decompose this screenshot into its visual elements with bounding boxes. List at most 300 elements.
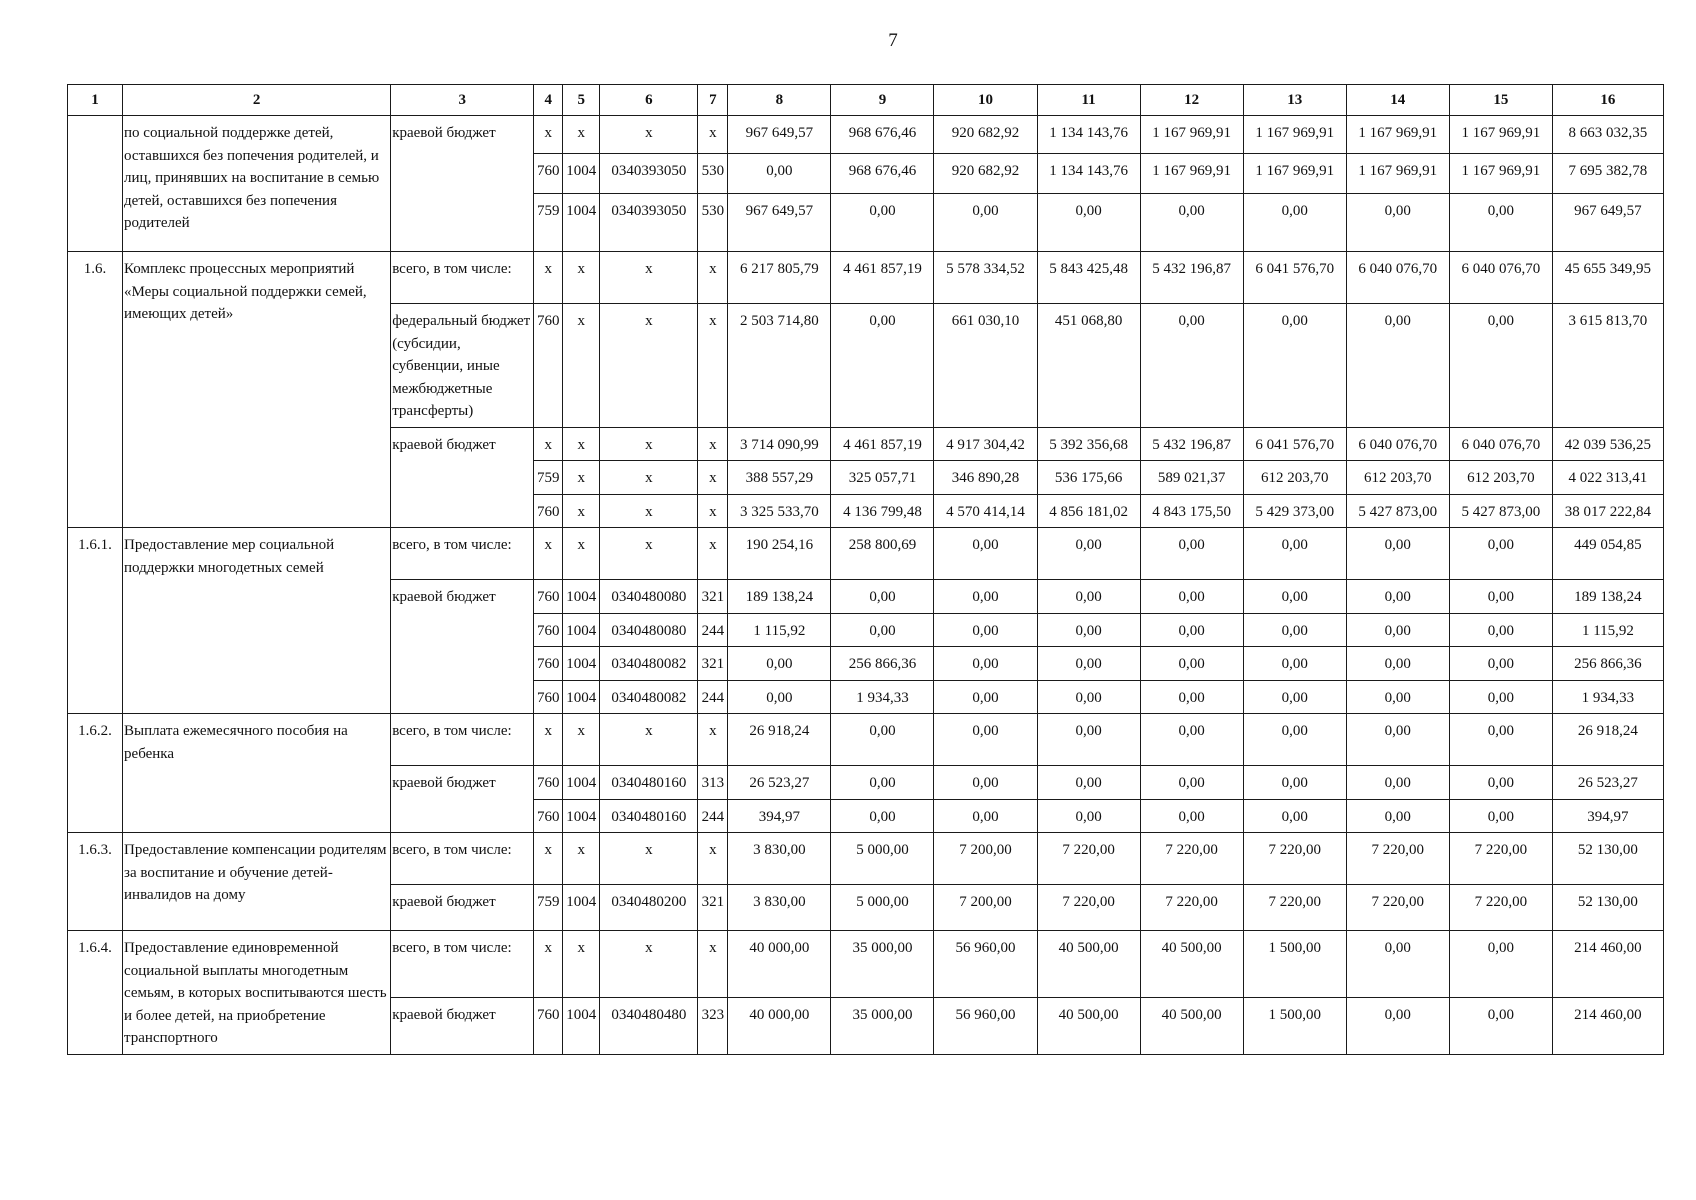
column-header-12: 12 bbox=[1140, 85, 1243, 116]
grbs-code: 760 bbox=[534, 647, 563, 681]
expense-type-code: 313 bbox=[698, 766, 728, 800]
year-value: 6 040 076,70 bbox=[1449, 427, 1552, 461]
item-name: Комплекс процессных мероприятий «Меры социальной поддержки семей, имеющих детей» bbox=[123, 252, 391, 528]
item-name: Предоставление компенсации родителям за воспитание и обучение детей-инвалидов на дому bbox=[123, 833, 391, 931]
item-number: 1.6.2. bbox=[68, 714, 123, 833]
year-value: 7 220,00 bbox=[1037, 885, 1140, 931]
column-header-14: 14 bbox=[1346, 85, 1449, 116]
year-value: 0,00 bbox=[1449, 580, 1552, 614]
year-value: 0,00 bbox=[934, 647, 1037, 681]
year-value: 612 203,70 bbox=[1243, 461, 1346, 495]
year-value: 0,00 bbox=[1037, 194, 1140, 252]
target-article-code: х bbox=[600, 461, 698, 495]
year-value: 0,00 bbox=[1037, 680, 1140, 714]
grbs-code: 760 bbox=[534, 304, 563, 428]
target-article-code: х bbox=[600, 528, 698, 580]
column-header-7: 7 bbox=[698, 85, 728, 116]
year-value: 325 057,71 bbox=[831, 461, 934, 495]
funding-source: краевой бюджет bbox=[391, 998, 534, 1054]
year-value: 0,00 bbox=[1449, 931, 1552, 998]
year-value: 256 866,36 bbox=[831, 647, 934, 681]
section-code: х bbox=[563, 116, 600, 154]
total-value: 189 138,24 bbox=[1552, 580, 1663, 614]
column-header-8: 8 bbox=[728, 85, 831, 116]
target-article-code: 0340480200 bbox=[600, 885, 698, 931]
year-value: 0,00 bbox=[934, 799, 1037, 833]
column-header-2: 2 bbox=[123, 85, 391, 116]
year-value: 7 200,00 bbox=[934, 885, 1037, 931]
total-value: 3 615 813,70 bbox=[1552, 304, 1663, 428]
grbs-code: х bbox=[534, 528, 563, 580]
year-value: 4 461 857,19 bbox=[831, 427, 934, 461]
year-value: 0,00 bbox=[1449, 528, 1552, 580]
year-value: 0,00 bbox=[831, 766, 934, 800]
year-value: 3 714 090,99 bbox=[728, 427, 831, 461]
year-value: 0,00 bbox=[1140, 680, 1243, 714]
year-value: 1 167 969,91 bbox=[1346, 154, 1449, 194]
year-value: 40 000,00 bbox=[728, 931, 831, 998]
year-value: 0,00 bbox=[1449, 680, 1552, 714]
year-value: 0,00 bbox=[934, 766, 1037, 800]
year-value: 0,00 bbox=[728, 680, 831, 714]
year-value: 5 578 334,52 bbox=[934, 252, 1037, 304]
total-value: 7 695 382,78 bbox=[1552, 154, 1663, 194]
column-header-5: 5 bbox=[563, 85, 600, 116]
year-value: 6 040 076,70 bbox=[1346, 252, 1449, 304]
year-value: 4 843 175,50 bbox=[1140, 494, 1243, 528]
year-value: 5 432 196,87 bbox=[1140, 427, 1243, 461]
year-value: 0,00 bbox=[1449, 647, 1552, 681]
year-value: 0,00 bbox=[1346, 194, 1449, 252]
target-article-code: 0340393050 bbox=[600, 154, 698, 194]
year-value: 40 500,00 bbox=[1037, 931, 1140, 998]
total-value: 1 934,33 bbox=[1552, 680, 1663, 714]
year-value: 394,97 bbox=[728, 799, 831, 833]
year-value: 0,00 bbox=[934, 680, 1037, 714]
column-header-11: 11 bbox=[1037, 85, 1140, 116]
total-value: 52 130,00 bbox=[1552, 885, 1663, 931]
year-value: 0,00 bbox=[1140, 194, 1243, 252]
year-value: 7 220,00 bbox=[1140, 885, 1243, 931]
year-value: 40 000,00 bbox=[728, 998, 831, 1054]
year-value: 5 427 873,00 bbox=[1346, 494, 1449, 528]
year-value: 0,00 bbox=[1037, 613, 1140, 647]
year-value: 190 254,16 bbox=[728, 528, 831, 580]
year-value: 0,00 bbox=[1346, 528, 1449, 580]
year-value: 4 917 304,42 bbox=[934, 427, 1037, 461]
year-value: 0,00 bbox=[728, 647, 831, 681]
total-value: 214 460,00 bbox=[1552, 998, 1663, 1054]
year-value: 968 676,46 bbox=[831, 154, 934, 194]
header-row bbox=[68, 85, 1664, 116]
total-value: 26 523,27 bbox=[1552, 766, 1663, 800]
year-value: 1 167 969,91 bbox=[1243, 154, 1346, 194]
year-value: 0,00 bbox=[1449, 766, 1552, 800]
item-name: Выплата ежемесячного пособия на ребенка bbox=[123, 714, 391, 833]
year-value: 346 890,28 bbox=[934, 461, 1037, 495]
section-code: х bbox=[563, 427, 600, 461]
year-value: 1 167 969,91 bbox=[1449, 154, 1552, 194]
column-header-16: 16 bbox=[1552, 85, 1663, 116]
year-value: 0,00 bbox=[1140, 714, 1243, 766]
funding-source: краевой бюджет bbox=[391, 116, 534, 252]
year-value: 0,00 bbox=[1346, 714, 1449, 766]
year-value: 0,00 bbox=[1346, 799, 1449, 833]
grbs-code: 759 bbox=[534, 461, 563, 495]
year-value: 7 220,00 bbox=[1449, 833, 1552, 885]
funding-source: краевой бюджет bbox=[391, 766, 534, 833]
year-value: 7 220,00 bbox=[1346, 833, 1449, 885]
year-value: 1 167 969,91 bbox=[1243, 116, 1346, 154]
expense-type-code: 244 bbox=[698, 680, 728, 714]
year-value: 56 960,00 bbox=[934, 931, 1037, 998]
section-code: х bbox=[563, 252, 600, 304]
funding-source: всего, в том числе: bbox=[391, 528, 534, 580]
year-value: 2 503 714,80 bbox=[728, 304, 831, 428]
year-value: 0,00 bbox=[1140, 304, 1243, 428]
year-value: 661 030,10 bbox=[934, 304, 1037, 428]
year-value: 3 830,00 bbox=[728, 885, 831, 931]
grbs-code: 759 bbox=[534, 194, 563, 252]
year-value: 0,00 bbox=[831, 580, 934, 614]
year-value: 589 021,37 bbox=[1140, 461, 1243, 495]
year-value: 0,00 bbox=[1037, 528, 1140, 580]
funding-source: всего, в том числе: bbox=[391, 931, 534, 998]
table-row bbox=[68, 833, 1664, 885]
year-value: 536 175,66 bbox=[1037, 461, 1140, 495]
year-value: 5 000,00 bbox=[831, 833, 934, 885]
year-value: 7 220,00 bbox=[1243, 885, 1346, 931]
section-code: 1004 bbox=[563, 613, 600, 647]
year-value: 1 167 969,91 bbox=[1140, 154, 1243, 194]
expense-type-code: 323 bbox=[698, 998, 728, 1054]
grbs-code: 760 bbox=[534, 799, 563, 833]
total-value: 42 039 536,25 bbox=[1552, 427, 1663, 461]
table-row bbox=[68, 714, 1664, 766]
year-value: 6 040 076,70 bbox=[1449, 252, 1552, 304]
column-header-6: 6 bbox=[600, 85, 698, 116]
year-value: 26 523,27 bbox=[728, 766, 831, 800]
year-value: 0,00 bbox=[831, 799, 934, 833]
target-article-code: 0340480160 bbox=[600, 799, 698, 833]
year-value: 7 220,00 bbox=[1243, 833, 1346, 885]
section-code: 1004 bbox=[563, 766, 600, 800]
year-value: 0,00 bbox=[1449, 613, 1552, 647]
year-value: 0,00 bbox=[1140, 613, 1243, 647]
year-value: 0,00 bbox=[1243, 528, 1346, 580]
expense-type-code: 530 bbox=[698, 194, 728, 252]
grbs-code: х bbox=[534, 252, 563, 304]
year-value: 0,00 bbox=[1449, 304, 1552, 428]
grbs-code: 760 bbox=[534, 998, 563, 1054]
year-value: 35 000,00 bbox=[831, 931, 934, 998]
year-value: 5 392 356,68 bbox=[1037, 427, 1140, 461]
expense-type-code: х bbox=[698, 252, 728, 304]
section-code: 1004 bbox=[563, 799, 600, 833]
target-article-code: х bbox=[600, 304, 698, 428]
table-row bbox=[68, 252, 1664, 304]
funding-source: федеральный бюджет (субсидии, субвенции, иные межбюджетные трансферты) bbox=[391, 304, 534, 428]
year-value: 0,00 bbox=[1449, 998, 1552, 1054]
year-value: 4 570 414,14 bbox=[934, 494, 1037, 528]
year-value: 0,00 bbox=[1346, 766, 1449, 800]
year-value: 4 136 799,48 bbox=[831, 494, 934, 528]
column-header-15: 15 bbox=[1449, 85, 1552, 116]
grbs-code: х bbox=[534, 833, 563, 885]
year-value: 0,00 bbox=[1243, 304, 1346, 428]
year-value: 388 557,29 bbox=[728, 461, 831, 495]
item-number: 1.6.4. bbox=[68, 931, 123, 1055]
year-value: 0,00 bbox=[1140, 580, 1243, 614]
expense-type-code: х bbox=[698, 931, 728, 998]
year-value: 0,00 bbox=[831, 304, 934, 428]
column-header-3: 3 bbox=[391, 85, 534, 116]
year-value: 6 041 576,70 bbox=[1243, 427, 1346, 461]
expense-type-code: 244 bbox=[698, 799, 728, 833]
year-value: 7 200,00 bbox=[934, 833, 1037, 885]
grbs-code: х bbox=[534, 714, 563, 766]
grbs-code: 760 bbox=[534, 580, 563, 614]
year-value: 6 041 576,70 bbox=[1243, 252, 1346, 304]
expense-type-code: х bbox=[698, 714, 728, 766]
target-article-code: 0340480160 bbox=[600, 766, 698, 800]
year-value: 0,00 bbox=[1449, 714, 1552, 766]
year-value: 5 000,00 bbox=[831, 885, 934, 931]
table-row bbox=[68, 116, 1664, 154]
year-value: 7 220,00 bbox=[1140, 833, 1243, 885]
year-value: 612 203,70 bbox=[1449, 461, 1552, 495]
section-code: 1004 bbox=[563, 647, 600, 681]
section-code: 1004 bbox=[563, 680, 600, 714]
year-value: 0,00 bbox=[1037, 799, 1140, 833]
year-value: 3 830,00 bbox=[728, 833, 831, 885]
expense-type-code: х bbox=[698, 833, 728, 885]
table-row bbox=[68, 931, 1664, 998]
total-value: 214 460,00 bbox=[1552, 931, 1663, 998]
year-value: 1 134 143,76 bbox=[1037, 154, 1140, 194]
year-value: 1 167 969,91 bbox=[1140, 116, 1243, 154]
year-value: 0,00 bbox=[1243, 766, 1346, 800]
funding-source: краевой бюджет bbox=[391, 885, 534, 931]
year-value: 40 500,00 bbox=[1140, 931, 1243, 998]
target-article-code: 0340480480 bbox=[600, 998, 698, 1054]
section-code: х bbox=[563, 833, 600, 885]
expense-type-code: 321 bbox=[698, 647, 728, 681]
total-value: 4 022 313,41 bbox=[1552, 461, 1663, 495]
year-value: 0,00 bbox=[1140, 799, 1243, 833]
year-value: 0,00 bbox=[1243, 799, 1346, 833]
funding-source: краевой бюджет bbox=[391, 580, 534, 714]
item-number: 1.6. bbox=[68, 252, 123, 528]
year-value: 7 220,00 bbox=[1037, 833, 1140, 885]
year-value: 7 220,00 bbox=[1449, 885, 1552, 931]
item-number bbox=[68, 116, 123, 252]
expense-type-code: х bbox=[698, 461, 728, 495]
target-article-code: х bbox=[600, 494, 698, 528]
section-code: 1004 bbox=[563, 885, 600, 931]
expense-type-code: х bbox=[698, 528, 728, 580]
year-value: 1 134 143,76 bbox=[1037, 116, 1140, 154]
year-value: 0,00 bbox=[1346, 613, 1449, 647]
funding-source: всего, в том числе: bbox=[391, 252, 534, 304]
year-value: 451 068,80 bbox=[1037, 304, 1140, 428]
section-code: 1004 bbox=[563, 194, 600, 252]
target-article-code: х bbox=[600, 714, 698, 766]
total-value: 26 918,24 bbox=[1552, 714, 1663, 766]
expense-type-code: 321 bbox=[698, 580, 728, 614]
year-value: 0,00 bbox=[831, 714, 934, 766]
year-value: 7 220,00 bbox=[1346, 885, 1449, 931]
year-value: 920 682,92 bbox=[934, 154, 1037, 194]
total-value: 394,97 bbox=[1552, 799, 1663, 833]
year-value: 1 167 969,91 bbox=[1449, 116, 1552, 154]
year-value: 0,00 bbox=[1346, 580, 1449, 614]
year-value: 0,00 bbox=[1037, 647, 1140, 681]
section-code: х bbox=[563, 528, 600, 580]
year-value: 258 800,69 bbox=[831, 528, 934, 580]
section-code: х bbox=[563, 714, 600, 766]
year-value: 0,00 bbox=[934, 613, 1037, 647]
total-value: 45 655 349,95 bbox=[1552, 252, 1663, 304]
grbs-code: 760 bbox=[534, 154, 563, 194]
target-article-code: х bbox=[600, 427, 698, 461]
item-name: Предоставление мер социальной поддержки многодетных семей bbox=[123, 528, 391, 714]
year-value: 0,00 bbox=[1140, 528, 1243, 580]
expense-type-code: х bbox=[698, 304, 728, 428]
year-value: 40 500,00 bbox=[1037, 998, 1140, 1054]
target-article-code: 0340480080 bbox=[600, 580, 698, 614]
year-value: 612 203,70 bbox=[1346, 461, 1449, 495]
year-value: 0,00 bbox=[1243, 647, 1346, 681]
year-value: 1 500,00 bbox=[1243, 931, 1346, 998]
year-value: 0,00 bbox=[934, 194, 1037, 252]
year-value: 0,00 bbox=[1346, 680, 1449, 714]
year-value: 5 843 425,48 bbox=[1037, 252, 1140, 304]
grbs-code: х bbox=[534, 931, 563, 998]
expense-type-code: х bbox=[698, 494, 728, 528]
total-value: 52 130,00 bbox=[1552, 833, 1663, 885]
expense-type-code: 321 bbox=[698, 885, 728, 931]
target-article-code: 0340393050 bbox=[600, 194, 698, 252]
grbs-code: х bbox=[534, 116, 563, 154]
year-value: 967 649,57 bbox=[728, 194, 831, 252]
total-value: 8 663 032,35 bbox=[1552, 116, 1663, 154]
column-header-9: 9 bbox=[831, 85, 934, 116]
year-value: 1 115,92 bbox=[728, 613, 831, 647]
total-value: 449 054,85 bbox=[1552, 528, 1663, 580]
table-row bbox=[68, 528, 1664, 580]
column-header-10: 10 bbox=[934, 85, 1037, 116]
year-value: 0,00 bbox=[1243, 613, 1346, 647]
budget-table bbox=[67, 84, 1664, 1055]
target-article-code: х bbox=[600, 833, 698, 885]
year-value: 0,00 bbox=[1243, 194, 1346, 252]
year-value: 0,00 bbox=[1346, 998, 1449, 1054]
item-number: 1.6.3. bbox=[68, 833, 123, 931]
funding-source: краевой бюджет bbox=[391, 427, 534, 528]
page-number: 7 bbox=[888, 30, 898, 51]
target-article-code: х bbox=[600, 931, 698, 998]
section-code: 1004 bbox=[563, 998, 600, 1054]
section-code: х bbox=[563, 931, 600, 998]
year-value: 0,00 bbox=[1037, 580, 1140, 614]
section-code: х bbox=[563, 304, 600, 428]
grbs-code: 760 bbox=[534, 680, 563, 714]
year-value: 0,00 bbox=[934, 714, 1037, 766]
year-value: 4 856 181,02 bbox=[1037, 494, 1140, 528]
year-value: 5 432 196,87 bbox=[1140, 252, 1243, 304]
year-value: 0,00 bbox=[1449, 799, 1552, 833]
year-value: 0,00 bbox=[1243, 714, 1346, 766]
year-value: 6 217 805,79 bbox=[728, 252, 831, 304]
item-name: Предоставление единовременной социальной выплаты многодетным семьям, в которых воспитываются шесть и более детей, на приобретение транспортного bbox=[123, 931, 391, 1055]
year-value: 0,00 bbox=[934, 528, 1037, 580]
year-value: 5 427 873,00 bbox=[1449, 494, 1552, 528]
expense-type-code: х bbox=[698, 116, 728, 154]
grbs-code: 760 bbox=[534, 613, 563, 647]
column-header-4: 4 bbox=[534, 85, 563, 116]
year-value: 5 429 373,00 bbox=[1243, 494, 1346, 528]
section-code: 1004 bbox=[563, 580, 600, 614]
expense-type-code: х bbox=[698, 427, 728, 461]
year-value: 56 960,00 bbox=[934, 998, 1037, 1054]
target-article-code: х bbox=[600, 116, 698, 154]
year-value: 0,00 bbox=[728, 154, 831, 194]
target-article-code: 0340480080 bbox=[600, 613, 698, 647]
year-value: 0,00 bbox=[1037, 766, 1140, 800]
year-value: 0,00 bbox=[1243, 680, 1346, 714]
year-value: 0,00 bbox=[1243, 580, 1346, 614]
year-value: 0,00 bbox=[1037, 714, 1140, 766]
year-value: 4 461 857,19 bbox=[831, 252, 934, 304]
year-value: 0,00 bbox=[1346, 304, 1449, 428]
funding-source: всего, в том числе: bbox=[391, 833, 534, 885]
total-value: 967 649,57 bbox=[1552, 194, 1663, 252]
column-header-1: 1 bbox=[68, 85, 123, 116]
grbs-code: 759 bbox=[534, 885, 563, 931]
year-value: 189 138,24 bbox=[728, 580, 831, 614]
funding-source: всего, в том числе: bbox=[391, 714, 534, 766]
grbs-code: х bbox=[534, 427, 563, 461]
target-article-code: 0340480082 bbox=[600, 680, 698, 714]
year-value: 35 000,00 bbox=[831, 998, 934, 1054]
year-value: 6 040 076,70 bbox=[1346, 427, 1449, 461]
column-header-13: 13 bbox=[1243, 85, 1346, 116]
year-value: 0,00 bbox=[1346, 647, 1449, 681]
year-value: 40 500,00 bbox=[1140, 998, 1243, 1054]
year-value: 0,00 bbox=[934, 580, 1037, 614]
target-article-code: 0340480082 bbox=[600, 647, 698, 681]
section-code: х bbox=[563, 461, 600, 495]
year-value: 920 682,92 bbox=[934, 116, 1037, 154]
section-code: х bbox=[563, 494, 600, 528]
year-value: 1 500,00 bbox=[1243, 998, 1346, 1054]
year-value: 0,00 bbox=[1346, 931, 1449, 998]
year-value: 967 649,57 bbox=[728, 116, 831, 154]
year-value: 1 934,33 bbox=[831, 680, 934, 714]
year-value: 0,00 bbox=[1449, 194, 1552, 252]
year-value: 0,00 bbox=[1140, 766, 1243, 800]
total-value: 256 866,36 bbox=[1552, 647, 1663, 681]
year-value: 0,00 bbox=[1140, 647, 1243, 681]
expense-type-code: 244 bbox=[698, 613, 728, 647]
section-code: 1004 bbox=[563, 154, 600, 194]
year-value: 968 676,46 bbox=[831, 116, 934, 154]
year-value: 3 325 533,70 bbox=[728, 494, 831, 528]
item-number: 1.6.1. bbox=[68, 528, 123, 714]
total-value: 38 017 222,84 bbox=[1552, 494, 1663, 528]
target-article-code: х bbox=[600, 252, 698, 304]
